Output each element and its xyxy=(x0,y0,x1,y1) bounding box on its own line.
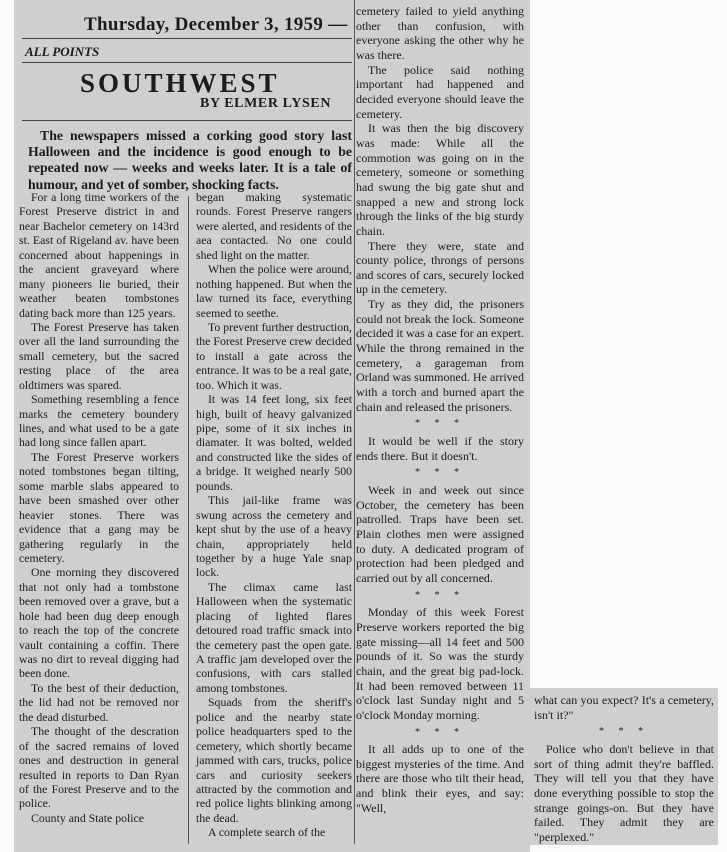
paragraph: Week in and week out since October, the cemetery has been patrolled. Traps have been set. Plain clothes men were assigned to duty. A dedicated program of protection had been pledged and carried out by all concerned. xyxy=(356,483,524,585)
paragraph: To the best of their deduction, the lid had not be removed nor the dead disturbed. xyxy=(19,680,179,724)
paragraph: The climax came last Halloween when the systematic placing of lighted flares detoured road traffic smack into the cemetery past the open gate. A traffic jam developed over the confusions, with cars stalled among tombstones. xyxy=(196,579,352,695)
paragraph: The police said nothing important had happened and decided everyone should leave the cemetery. xyxy=(356,62,524,121)
paragraph: The Forest Preserve has taken over all the land surrounding the small cemetery, but the sacred resting place of the area oldtimers was spared. xyxy=(19,319,179,392)
paragraph: The Forest Preserve workers noted tombstones began tilting, some marble slabs appeared to have been smashed over other heavier stones. There was evidence that a gang may be gathering regularly in the cemetery. xyxy=(19,449,179,565)
paragraph: It was 14 feet long, six feet high, built of heavy galvanized pipe, some of it six inches in diamater. It was bolted, welded and constructed like the sides of a bridge. It weighed nearly 500 pounds. xyxy=(196,392,352,493)
column-title: SOUTHWEST xyxy=(80,68,280,98)
paragraph: There they were, state and county police, throngs of persons and scores of cars, securely locked up in the cemetery. xyxy=(356,238,524,297)
lead-paragraph xyxy=(28,128,352,193)
paragraph: Squads from the sheriff's police and the nearby state police headquarters sped to the cemetery, which shortly became jammed with cars, trucks, police cars and curiosity seekers attracted by the commotion and red police lights blinking among the dead. xyxy=(196,695,352,825)
paragraph: cemetery failed to yield anything other than confusion, with everyone asking the other why he was there. xyxy=(356,4,524,62)
column-two xyxy=(196,190,352,840)
paragraph: When the police were around, nothing happened. But when the law turned its face, everything seemed to seethe. xyxy=(196,262,352,320)
paragraph: It all adds up to one of the biggest mysteries of the time. And there are those who tilt their head, and blink their eyes, and say: "Well, xyxy=(356,742,524,815)
paragraph: A complete search of the xyxy=(208,825,326,840)
column-one xyxy=(19,190,179,825)
title-bottom-rule xyxy=(22,120,352,121)
column-divider xyxy=(354,0,355,844)
paragraph: what can you expect? It's a cemetery, isn't it?" xyxy=(534,693,714,722)
header-rule xyxy=(22,38,352,39)
paragraph: For a long time workers of the Forest Preserve district in and near Bachelor cemetery on 143rd st. East of Rigeland av. have been concerned about happenings in the ancient graveyard where many pioneers lie buried, their weather beaten tombstones dating back more than 125 years. xyxy=(19,190,179,320)
paragraph: It was then the big discovery was made: While all the commotion was going on in the cemetery, someone or something had swung the big gate shut and snapped a new and strong lock through the links of the big sturdy chain. xyxy=(356,121,524,238)
dateline: Thursday, December 3, 1959 — xyxy=(84,14,348,35)
section-divider: * * * xyxy=(415,467,465,479)
paragraph: Something resembling a fence marks the cemetery boundery lines, and what used to be a gate had long since fallen apart. xyxy=(19,392,179,450)
section-divider: * * * xyxy=(415,418,465,430)
section-divider: * * * xyxy=(599,726,649,738)
paragraph: Try as they did, the prisoners could not break the lock. Someone decided it was a case for an expert. While the throng remained in the cemetery, a garageman from Orland was summoned. He arrived with a torch and burned apart the chain and released the prisoners. xyxy=(356,297,524,414)
paragraph: This jail-like frame was swung across the cemetery and kept shut by the use of a heavy chain, appropriately held together by a huge Yale snap lock. xyxy=(196,493,352,580)
title-top-rule xyxy=(22,62,352,63)
lead-text: The newspapers missed a corking good story last Halloween and the incidence is good enough to be repeated now — weeks and weeks later. It is a tale of humour, and yet of somber, shocking facts. xyxy=(28,128,352,192)
section-label: ALL POINTS xyxy=(25,44,100,59)
column-four xyxy=(534,693,714,845)
paragraph: Police who don't believe in that sort of thing admit they're baffled. They will tell you that they have done everything possible to stop the strange goings-on. But they have failed. They admit they are "perplexed." xyxy=(534,741,714,844)
column-three xyxy=(356,4,524,815)
paragraph: began making systematic rounds. Forest Preserve rangers were alerted, and residents of the aea contacted. No one could shed light on the matter. xyxy=(196,190,352,262)
column-divider xyxy=(188,196,189,844)
paragraph: Monday of this week Forest Preserve workers reported the big gate missing—all 14 feet and 500 pounds of it. So was the sturdy chain, and the great big pad-lock. It had been removed between 11 o'clock last Sunday night and 5 o'clock Monday morning. xyxy=(356,605,524,722)
paragraph: The thought of the descration of the sacred remains of loved ones and destruction in general resulted in reports to Dan Ryan of the Forest Preserve and to the police. xyxy=(19,724,179,811)
paragraph: To prevent further destruction, the Forest Preserve crew decided to install a gate across the entrance. It was to be a real gate, too. Which it was. xyxy=(196,319,352,392)
section-divider: * * * xyxy=(415,589,465,601)
section-divider: * * * xyxy=(415,726,465,738)
paragraph: It would be well if the story ends there. But it doesn't. xyxy=(356,434,524,463)
paragraph: County and State police xyxy=(31,810,145,825)
byline: BY ELMER LYSEN xyxy=(200,96,332,111)
paragraph: One morning they discovered that not only had a tombstone been removed over a grave, but a hole had been dug deep enough to reach the top of the concrete vault containing a coffin. There was no dirt to reveal digging had been done. xyxy=(19,565,179,681)
